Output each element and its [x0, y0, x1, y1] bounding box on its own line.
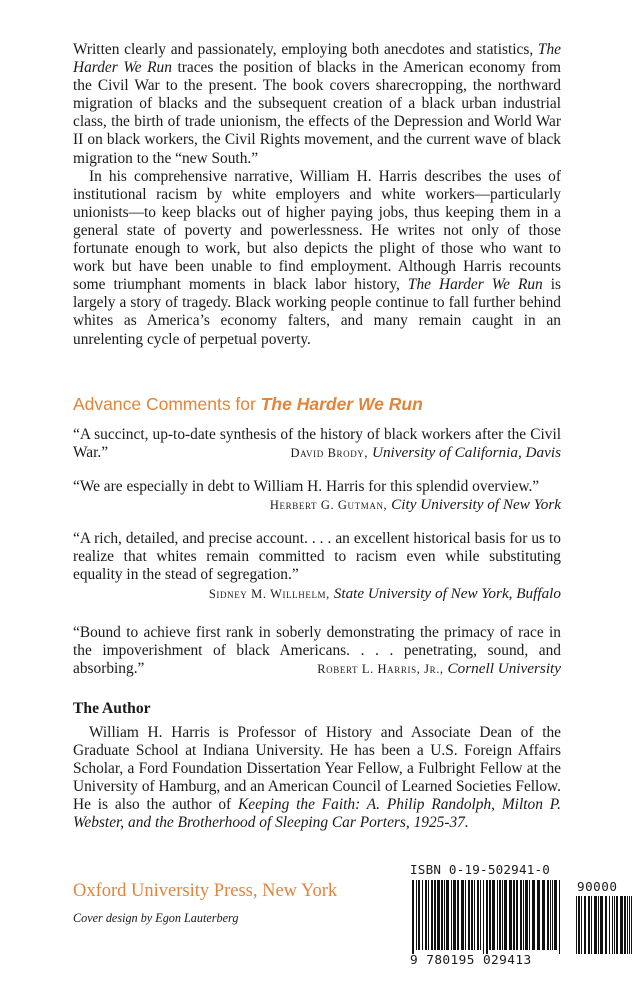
text-span: is largely a story of tragedy. Black working people continue to fall further behind whites as America’s economy falters, and many remain caught in an unrelenting cycle of perpetual poverty.	[73, 276, 561, 348]
barcode-addon-bar	[578, 896, 580, 954]
quote-brody	[73, 426, 561, 462]
barcode-addon-bar	[594, 896, 597, 954]
quote-attribution	[290, 444, 561, 462]
quote-attribution	[73, 585, 561, 603]
heading-prefix: Advance Comments for	[73, 394, 261, 414]
barcode-bar	[502, 880, 503, 950]
barcode-bar	[453, 880, 456, 950]
barcode-addon-bar	[598, 896, 599, 954]
barcode-bar	[486, 880, 488, 954]
quote-harris	[73, 624, 561, 679]
barcode-bar	[465, 880, 466, 950]
quote-author: David Brody,	[290, 446, 369, 461]
book-title-italic: The Harder We Run	[73, 41, 561, 77]
barcode-addon-bar	[616, 896, 618, 954]
barcode-bar	[425, 880, 427, 950]
quote-attribution	[317, 660, 561, 678]
barcode-bar	[412, 880, 414, 954]
barcode-addon-bar	[576, 896, 577, 954]
barcode-bar	[520, 880, 522, 950]
barcode-addon-bar	[624, 896, 626, 954]
barcode-bar	[489, 880, 491, 950]
barcode-bar	[525, 880, 528, 950]
barcode-bar	[492, 880, 495, 950]
barcode-bar	[529, 880, 530, 950]
heading-book-title: The Harder We Run	[260, 394, 423, 414]
barcode-bar	[474, 880, 475, 950]
barcode-bar	[497, 880, 498, 950]
barcode-bar	[516, 880, 518, 950]
barcode-bar	[428, 880, 429, 950]
barcode-addon-bar	[627, 896, 628, 954]
text-span: William H. Harris is Professor of History and Associate Dean of the Graduate School at Indiana University. He has been a U.S. Foreign Affairs Scholar, a Ford Foundation Dissertation Year Fellow, a Fulbright Fellow at the University of Hamburg, and an American Council of Learned Societies Fellow. He is also the author of	[73, 724, 561, 814]
barcode-bar	[499, 880, 501, 950]
barcode-bar	[446, 880, 449, 950]
isbn-barcode-block	[410, 862, 634, 972]
barcode-bar	[451, 880, 452, 950]
barcode-addon-bar	[591, 896, 592, 954]
price-code: 90000	[577, 879, 618, 894]
barcode-bar	[468, 880, 470, 950]
barcode-bar	[552, 880, 553, 950]
barcode-bar	[504, 880, 507, 950]
quote-author: Robert L. Harris, Jr.,	[317, 662, 444, 677]
quote-text: “We are especially in debt to William H. Harris for this splendid overview.”	[73, 478, 540, 495]
barcode-bar	[480, 880, 481, 950]
quote-attribution	[270, 496, 561, 514]
quote-affiliation: University of California, Davis	[372, 444, 561, 462]
barcode-bar	[559, 880, 560, 954]
barcode-addon-bar	[612, 896, 613, 954]
barcode-bar	[416, 880, 417, 950]
barcode-bar	[483, 880, 484, 954]
quote-text: “A succinct, up-to-date synthesis of the history of black workers after the Civil War.”	[73, 426, 561, 462]
text-span: traces the position of blacks in the American economy from the Civil War to the present. The book covers sharecropping, the northward migration of blacks and the subsequent creation of a black urban industrial class, the birth of trade unionism, the effects of the Depression and World War II on black workers, the Civil Rights movement, and the current wave of black migration to the “new South.”	[73, 59, 561, 167]
barcode-addon-bar	[605, 896, 607, 954]
barcode-bar	[471, 880, 473, 950]
barcode-bar	[457, 880, 459, 950]
book-title-italic: The Harder We Run	[407, 276, 543, 294]
barcode-addon-bar	[631, 896, 632, 954]
barcode-addon-bar	[588, 896, 590, 954]
quote-author: Herbert G. Gutman,	[269, 498, 388, 513]
barcode-bar	[441, 880, 443, 950]
description-paragraph-2	[73, 168, 561, 349]
barcode-bar	[554, 880, 557, 950]
barcode-bar	[523, 880, 524, 950]
barcode-bar	[532, 880, 535, 950]
barcode-bar	[477, 880, 479, 950]
barcode-bar	[444, 880, 445, 950]
barcode-bar	[542, 880, 545, 950]
barcode-addon-bar	[581, 896, 582, 954]
publisher-imprint: Oxford University Press, New York	[73, 881, 338, 901]
text-span: Written clearly and passionately, employing both anecdotes and statistics,	[73, 41, 538, 58]
barcode-addon-bar	[629, 896, 630, 954]
quote-text: “A rich, detailed, and precise account. . . . an excellent historical basis for us to realize that whites remain committed to racism even while substituting equality in the stead of segregation.”	[73, 530, 561, 584]
advance-comments-heading	[73, 394, 561, 415]
barcode-bar	[513, 880, 515, 950]
author-bio	[73, 724, 561, 833]
quote-author: Sidney M. Willhelm,	[208, 586, 330, 601]
barcode-addon-bar	[600, 896, 603, 954]
barcode-addon-bar	[614, 896, 615, 954]
barcode-bar	[537, 880, 540, 950]
barcode-bar	[422, 880, 423, 950]
barcode-addon-bar	[609, 896, 610, 954]
barcode-bar	[509, 880, 512, 950]
quote-affiliation: State University of New York, Buffalo	[333, 584, 561, 602]
quote-affiliation: City University of New York	[391, 496, 561, 514]
barcode-addon-bar	[584, 896, 586, 954]
barcode-bar	[461, 880, 464, 950]
barcode-bar	[437, 880, 440, 950]
quote-gutman	[73, 478, 561, 514]
barcode-bar	[434, 880, 436, 950]
cover-design-credit: Cover design by Egon Lauterberg	[73, 911, 239, 925]
barcode-bar	[431, 880, 433, 950]
text-span: In his comprehensive narrative, William H. Harris describes the uses of institutional racism by white employers and white workers—particularly unionists—to keep blacks out of higher paying jobs, thus keeping them in a general state of poverty and powerlessness. He writes not only of those fortunate enough to work, but also depicts the plight of those who want to work but have been unable to find employment. Although Harris recounts some triumphant moments in black labor history,	[73, 167, 561, 294]
ean-digits: 9 780195 029413	[410, 953, 532, 968]
quote-affiliation: Cornell University	[447, 660, 561, 678]
barcode-bar	[547, 880, 549, 950]
book-description	[73, 41, 561, 349]
author-heading: The Author	[73, 700, 151, 717]
barcode-addon-bar	[620, 896, 623, 954]
isbn-label: ISBN 0-19-502941-0	[410, 862, 551, 877]
book-title-italic: Keeping the Faith: A. Philip Randolph, Milton P. Webster, and the Brotherhood of Sleeping Car Porters, 1925-37.	[73, 796, 562, 832]
barcode-bar	[550, 880, 551, 950]
quote-text: “Bound to achieve first rank in soberly demonstrating the primacy of race in the impoverishment of black Americans. . . . penetrating, sound, and absorbing.”	[73, 624, 561, 678]
barcode-bar	[418, 880, 420, 950]
description-paragraph-1	[73, 41, 561, 168]
quote-willhelm	[73, 530, 561, 603]
